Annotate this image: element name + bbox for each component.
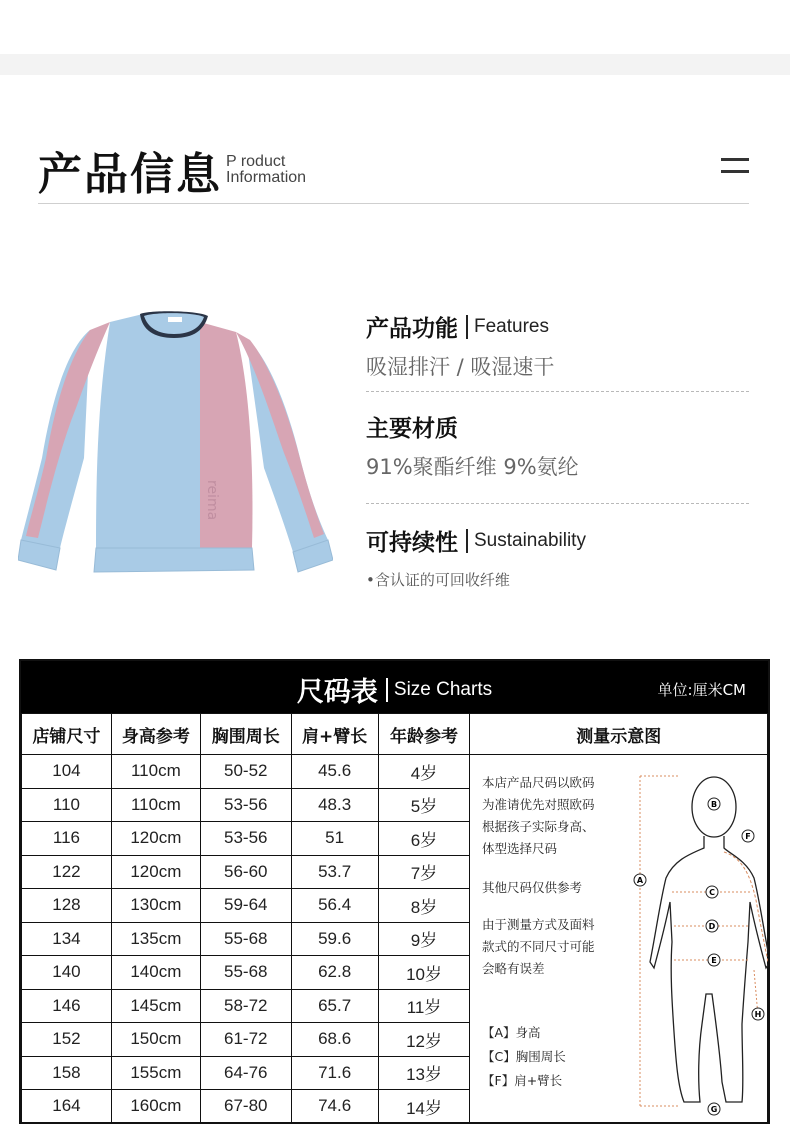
garment-logo: reima xyxy=(204,480,220,521)
column-header: 肩+臂长 xyxy=(291,714,378,755)
table-cell: 65.7 xyxy=(291,989,378,1023)
measurement-diagram xyxy=(470,754,768,1122)
table-cell: 62.8 xyxy=(291,956,378,990)
table-cell: 140 xyxy=(22,956,112,990)
table-cell: 58-72 xyxy=(200,989,291,1023)
table-cell: 59-64 xyxy=(200,889,291,923)
marker-h: H xyxy=(754,1010,762,1019)
table-cell: 71.6 xyxy=(291,1056,378,1090)
column-header: 测量示意图 xyxy=(470,714,768,755)
table-cell: 4岁 xyxy=(378,755,470,789)
table-cell: 155cm xyxy=(111,1056,200,1090)
table-cell: 122 xyxy=(22,855,112,889)
column-header: 胸围周长 xyxy=(200,714,291,755)
table-cell: 145cm xyxy=(111,989,200,1023)
legend-item: 【A】身高 xyxy=(482,1025,541,1040)
sweatshirt-image xyxy=(18,308,333,576)
legend-item: 【F】肩+臂长 xyxy=(482,1073,563,1088)
marker-b: B xyxy=(710,800,718,809)
size-chart-header xyxy=(21,661,768,713)
table-cell: 53.7 xyxy=(291,855,378,889)
table-cell: 59.6 xyxy=(291,922,378,956)
table-cell: 6岁 xyxy=(378,822,470,856)
table-cell: 45.6 xyxy=(291,755,378,789)
feature-separator xyxy=(466,529,468,553)
table-cell: 110cm xyxy=(111,755,200,789)
table-cell: 104 xyxy=(22,755,112,789)
legend-item: 【C】胸围周长 xyxy=(482,1049,566,1064)
feature-function xyxy=(366,310,554,381)
table-cell: 68.6 xyxy=(291,1023,378,1057)
table-cell: 140cm xyxy=(111,956,200,990)
marker-a: A xyxy=(636,876,644,885)
marker-e: E xyxy=(711,956,717,965)
table-cell: 55-68 xyxy=(200,922,291,956)
note-line: 体型选择尺码 xyxy=(482,841,558,856)
note-line: 款式的不同尺寸可能 xyxy=(482,939,595,954)
subtitle-line-1: P roduct xyxy=(226,153,286,170)
feature-material xyxy=(366,410,579,481)
title-divider xyxy=(38,203,749,204)
table-cell: 160cm xyxy=(111,1090,200,1124)
unit-label: 单位:厘米CM xyxy=(657,681,746,699)
table-cell: 64-76 xyxy=(200,1056,291,1090)
page-title: 产品信息 xyxy=(38,149,222,200)
table-cell: 53-56 xyxy=(200,788,291,822)
subtitle-line-2: Information xyxy=(226,169,307,186)
feature-title: 主要材质 xyxy=(366,416,458,442)
table-cell: 8岁 xyxy=(378,889,470,923)
feature-separator xyxy=(466,315,468,339)
note-line: 会略有误差 xyxy=(482,961,545,976)
table-cell: 128 xyxy=(22,889,112,923)
table-cell: 135cm xyxy=(111,922,200,956)
column-header: 身高参考 xyxy=(111,714,200,755)
table-cell: 110cm xyxy=(111,788,200,822)
table-cell: 116 xyxy=(22,822,112,856)
table-cell: 146 xyxy=(22,989,112,1023)
table-cell: 134 xyxy=(22,922,112,956)
table-cell: 13岁 xyxy=(378,1056,470,1090)
table-cell: 56-60 xyxy=(200,855,291,889)
table-cell: 67-80 xyxy=(200,1090,291,1124)
table-cell: 5岁 xyxy=(378,788,470,822)
table-cell: 61-72 xyxy=(200,1023,291,1057)
size-chart-title-en: Size Charts xyxy=(393,678,493,700)
size-chart xyxy=(19,659,770,1124)
marker-d: D xyxy=(708,922,716,931)
table-cell: 130cm xyxy=(111,889,200,923)
feature-value: •含认证的可回收纤维 xyxy=(366,571,510,589)
diagram-legend xyxy=(482,1022,566,1092)
diagram-note-sizing xyxy=(482,772,595,860)
table-cell: 55-68 xyxy=(200,956,291,990)
table-cell: 10岁 xyxy=(378,956,470,990)
diagram-note-tolerance xyxy=(482,914,595,980)
table-cell: 56.4 xyxy=(291,889,378,923)
table-cell: 7岁 xyxy=(378,855,470,889)
feature-title-en: Sustainability xyxy=(474,529,586,551)
note-line: 本店产品尺码以欧码 xyxy=(482,775,595,790)
marker-g: G xyxy=(710,1105,718,1114)
title-separator xyxy=(386,678,388,702)
table-cell: 12岁 xyxy=(378,1023,470,1057)
table-cell: 53-56 xyxy=(200,822,291,856)
marker-c: C xyxy=(709,888,715,897)
table-cell: 152 xyxy=(22,1023,112,1057)
feature-sustainability xyxy=(366,524,586,590)
feature-title: 产品功能 xyxy=(366,316,458,342)
note-line: 根据孩子实际身高、 xyxy=(482,819,595,834)
body-outline-icon xyxy=(620,762,768,1117)
dashed-divider xyxy=(366,503,749,504)
feature-title-en: Features xyxy=(474,315,549,337)
table-header-row xyxy=(22,714,768,755)
column-header: 年龄参考 xyxy=(378,714,470,755)
note-line: 由于测量方式及面料 xyxy=(482,917,595,932)
table-cell: 158 xyxy=(22,1056,112,1090)
note-line: 为准请优先对照欧码 xyxy=(482,797,595,812)
table-cell: 9岁 xyxy=(378,922,470,956)
table-cell: 164 xyxy=(22,1090,112,1124)
size-chart-title: 尺码表 xyxy=(296,677,378,708)
feature-value: 吸湿排汗 / 吸湿速干 xyxy=(366,355,555,379)
feature-title: 可持续性 xyxy=(366,530,458,556)
marker-f: F xyxy=(745,832,751,841)
table-cell: 14岁 xyxy=(378,1090,470,1124)
top-band xyxy=(0,54,790,75)
feature-value: 91%聚酯纤维 9%氨纶 xyxy=(366,455,579,479)
table-cell: 50-52 xyxy=(200,755,291,789)
table-cell: 74.6 xyxy=(291,1090,378,1124)
diagram-note-reference: 其他尺码仅供参考 xyxy=(482,880,583,895)
page-subtitle xyxy=(226,154,306,186)
table-cell: 48.3 xyxy=(291,788,378,822)
column-header: 店铺尺寸 xyxy=(22,714,112,755)
table-cell: 120cm xyxy=(111,855,200,889)
menu-icon[interactable] xyxy=(721,158,749,174)
table-cell: 150cm xyxy=(111,1023,200,1057)
table-cell: 11岁 xyxy=(378,989,470,1023)
table-cell: 51 xyxy=(291,822,378,856)
dashed-divider xyxy=(366,391,749,392)
table-cell: 120cm xyxy=(111,822,200,856)
table-cell: 110 xyxy=(22,788,112,822)
